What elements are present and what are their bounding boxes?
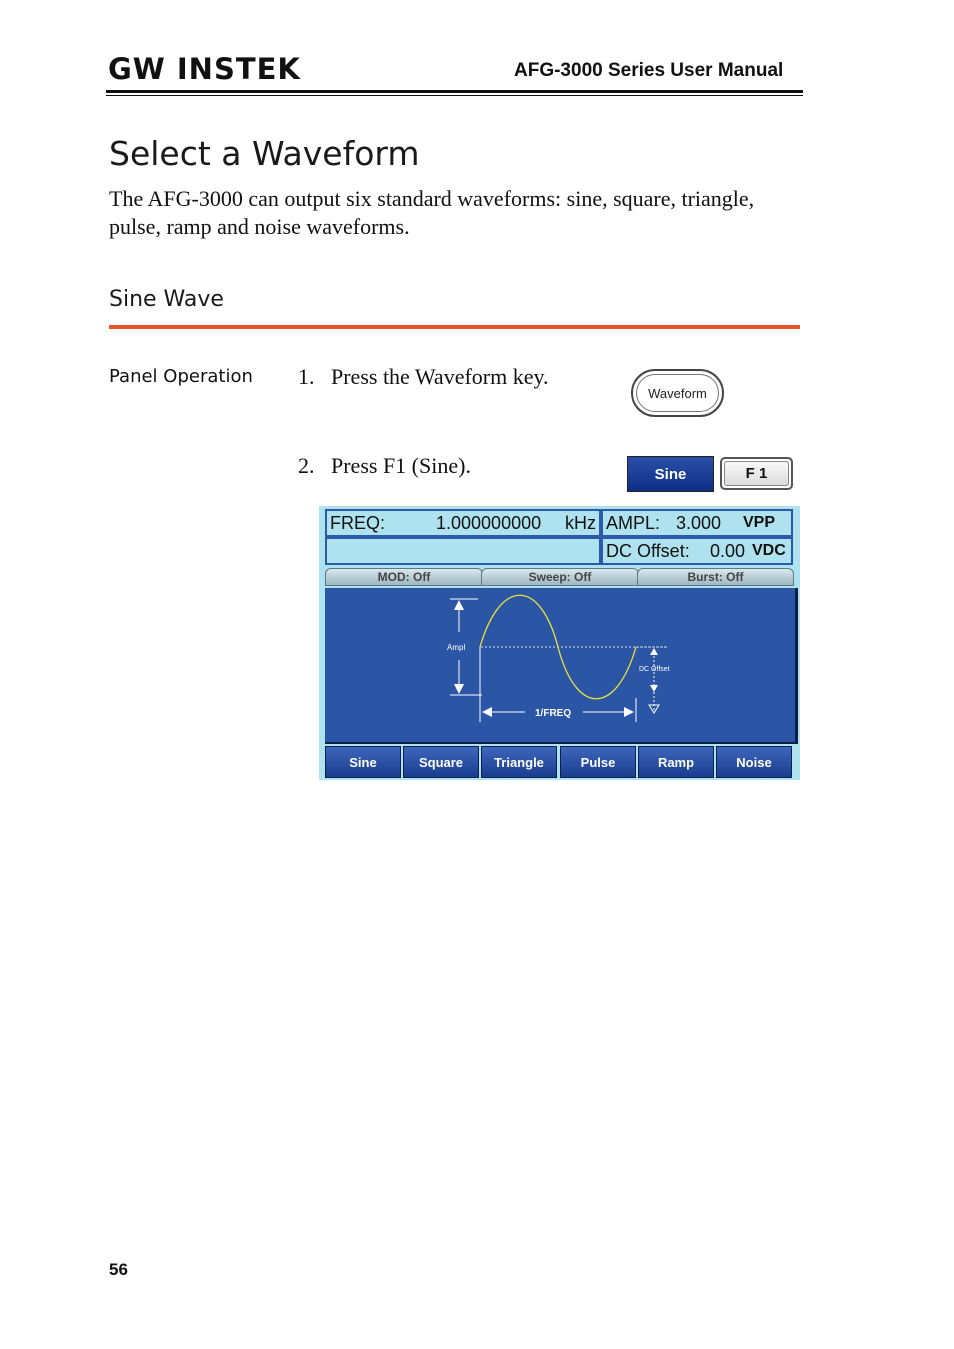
blank-box: [325, 537, 601, 565]
dc-offset-diagram-label: DC Offset: [639, 666, 670, 673]
header-divider: [106, 90, 803, 93]
ampl-arrow-down-head: [454, 684, 464, 694]
instrument-screen: [319, 506, 800, 780]
ampl-arrow-up-head: [454, 600, 464, 610]
softkey-square: Square: [403, 746, 479, 778]
freq-value: 1.000000000: [436, 513, 542, 533]
subsection-title: Sine Wave: [109, 287, 224, 312]
dc-offset-value: 0.00: [710, 541, 746, 561]
step-2-number: 2.: [298, 453, 315, 478]
sine-trace: [480, 595, 636, 699]
softkey-noise: Noise: [716, 746, 792, 778]
dc-offset-arrow-up: [650, 648, 658, 655]
ampl-unit: VPP: [743, 514, 776, 531]
waveform-key-label: Waveform: [636, 374, 719, 412]
period-label: 1/FREQ: [535, 708, 572, 719]
dc-offset-unit: VDC: [752, 542, 786, 559]
tab-burst: Burst: Off: [637, 568, 794, 586]
sine-softkey-illustration: Sine: [627, 456, 714, 492]
status-tabs: [325, 568, 794, 586]
tab-sweep: Sweep: Off: [481, 568, 639, 586]
page-title: Select a Waveform: [109, 134, 420, 173]
softkey-row: [325, 746, 795, 778]
manual-title: AFG-3000 Series User Manual: [514, 60, 784, 81]
step-1-text: Press the Waveform key.: [331, 364, 549, 389]
dc-offset-label: DC Offset:: [606, 541, 690, 561]
page-number: 56: [109, 1260, 128, 1279]
dc-offset-arrow-down: [650, 685, 658, 692]
step-2-text: Press F1 (Sine).: [331, 453, 471, 478]
period-arrow-left-head: [482, 707, 492, 717]
freq-label: FREQ:: [330, 513, 386, 533]
waveform-key: [631, 369, 724, 417]
intro-paragraph: The AFG-3000 can output six standard waveforms: sine, square, triangle, pulse, ramp and noise waveforms.: [109, 186, 755, 239]
step-1-number: 1.: [298, 364, 315, 389]
softkey-sine: Sine: [325, 746, 401, 778]
f1-key: [720, 457, 793, 490]
softkey-ramp: Ramp: [638, 746, 714, 778]
ampl-value: 3.000: [676, 513, 722, 533]
subsection-divider: [109, 325, 800, 329]
gwinstek-logo: GW INSTEK: [108, 52, 301, 86]
f1-key-label: F 1: [724, 461, 789, 486]
sine-diagram: [325, 588, 795, 742]
panel-operation-label: Panel Operation: [109, 366, 253, 387]
header-divider-thin: [106, 95, 803, 96]
softkey-triangle: Triangle: [481, 746, 557, 778]
softkey-pulse: Pulse: [560, 746, 636, 778]
waveform-plot: [325, 588, 798, 744]
period-arrow-right-head: [624, 707, 634, 717]
ampl-label: AMPL:: [606, 513, 661, 533]
tab-mod: MOD: Off: [325, 568, 483, 586]
freq-unit: kHz: [565, 513, 596, 533]
ampl-label: Ampl: [447, 643, 466, 652]
